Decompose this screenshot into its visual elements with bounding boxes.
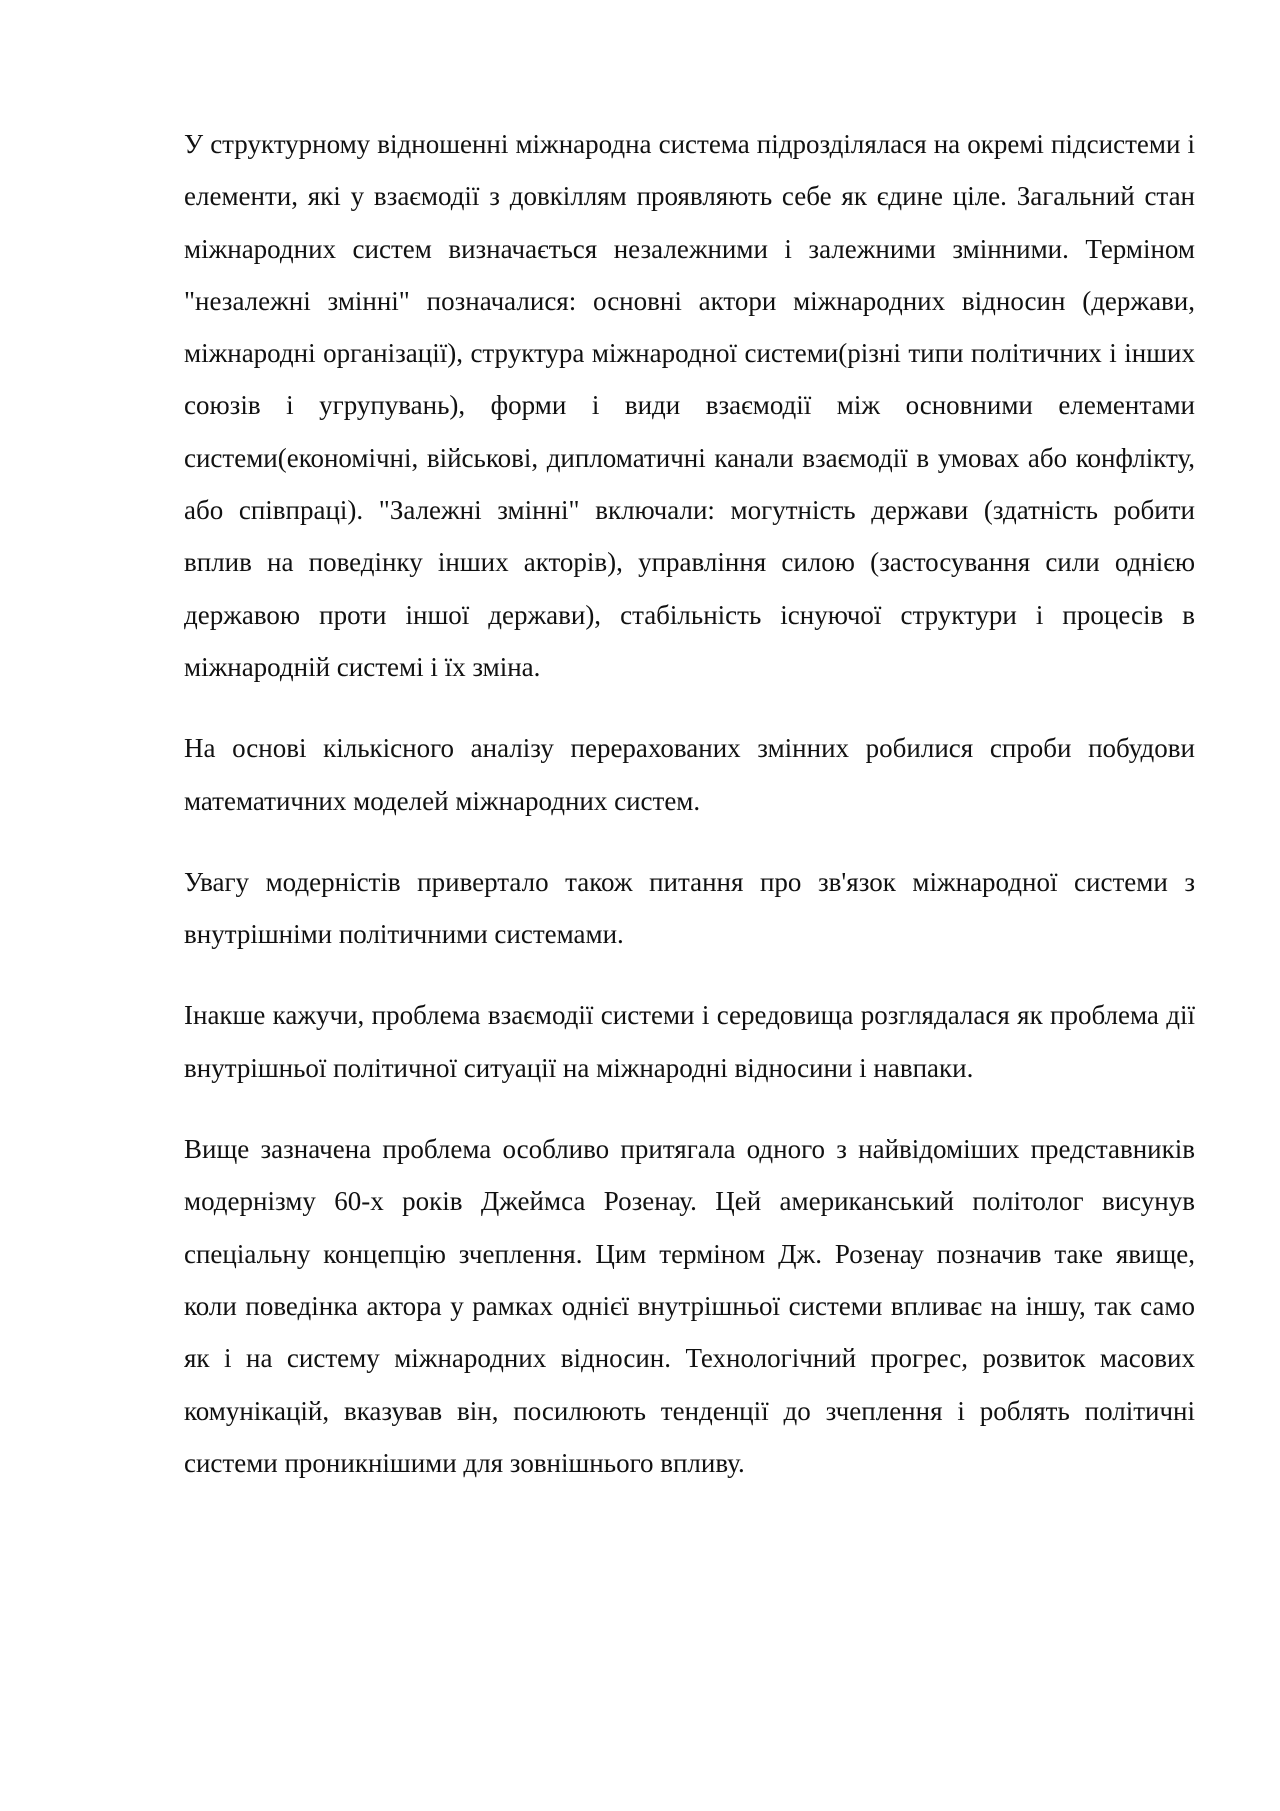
paragraph-rosenau-linkage: Вище зазначена проблема особливо притягала одного з найвідоміших представників модернізму 60-х років Джеймса Розенау. Цей американський політолог висунув спеціальну концепцію зчеплення. Цим терміном Дж. Розенау позначив таке явище, коли поведінка актора у рамках однієї внутрішньої системи впливає на іншу, так само як і на систему міжнародних відносин. Технологічний прогрес, розвиток масових комунікацій, вказував він, посилюють тенденції до зчеплення і роблять політичні системи проникнішими для зовнішнього впливу. [184, 1134, 1195, 1478]
document-body [184, 118, 1195, 1489]
paragraph-system-environment: Інакше кажучи, проблема взаємодії системи і середовища розглядалася як проблема дії внутрішньої політичної ситуації на міжнародні відносини і навпаки. [184, 1000, 1195, 1083]
paragraph-mathematical-models: На основі кількісного аналізу перерахованих змінних робилися спроби побудови математичних моделей міжнародних систем. [184, 733, 1195, 816]
paragraph-international-system-structure: У структурному відношенні міжнародна система підрозділялася на окремі підсистеми і елементи, які у взаємодії з довкіллям проявляють себе як єдине ціле. Загальний стан міжнародних систем визначається незалежними і залежними змінними. Терміном "незалежні змінні" позначалися: основні актори міжнародних відносин (держави, міжнародні організації), структура міжнародної системи(різні типи політичних і інших союзів і угрупувань), форми і види взаємодії між основними елементами системи(економічні, військові, дипломатичні канали взаємодії в умовах або конфлікту, або співпраці). "Залежні змінні" включали: могутність держави (здатність робити вплив на поведінку інших акторів), управління силою (застосування сили однією державою проти іншої держави), стабільність існуючої структури і процесів в міжнародній системі і їх зміна. [184, 129, 1195, 682]
paragraph-modernists-attention: Увагу модерністів привертало також питання про зв'язок міжнародної системи з внутрішніми політичними системами. [184, 866, 1195, 950]
